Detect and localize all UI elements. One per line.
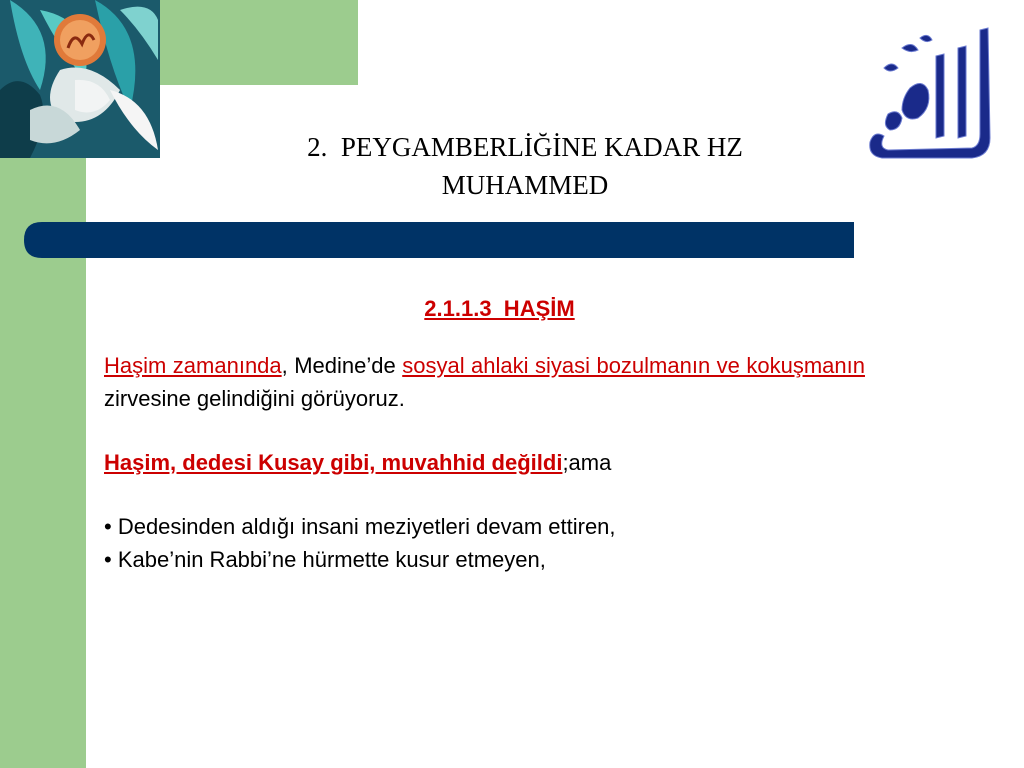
statement-line [104,446,865,479]
section-heading: 2.1.1.3 HAŞİM [424,296,575,321]
corner-flower-calligraphy-image [0,0,160,158]
bullet-item-2: • Kabe’nin Rabbi’ne hürmette kusur etmeyen, [104,547,546,572]
paragraph-intro [104,349,865,415]
paragraph-intro-part1: Haşim zamanında [104,353,282,378]
title-line-2: MUHAMMED [441,170,609,200]
paragraph-intro-part4: zirvesine gelindiğini görüyoruz. [104,386,405,411]
slide-content [104,292,865,576]
allah-calligraphy-image [862,18,1002,168]
paragraph-intro-part3: sosyal ahlaki siyasi bozulmanın ve kokuşmanın [402,353,865,378]
bullet-item-1: • Dedesinden aldığı insani meziyetleri devam ettiren, [104,514,616,539]
statement-rest: ;ama [562,450,612,475]
statement-emphasis: Haşim, dedesi Kusay gibi, muvahhid değildi [104,450,563,475]
paragraph-intro-part2: , Medine’de [281,353,403,378]
title-divider-bar [24,222,854,258]
slide-title [215,128,835,204]
title-line-1: 2. PEYGAMBERLİĞİNE KADAR HZ [307,132,743,162]
